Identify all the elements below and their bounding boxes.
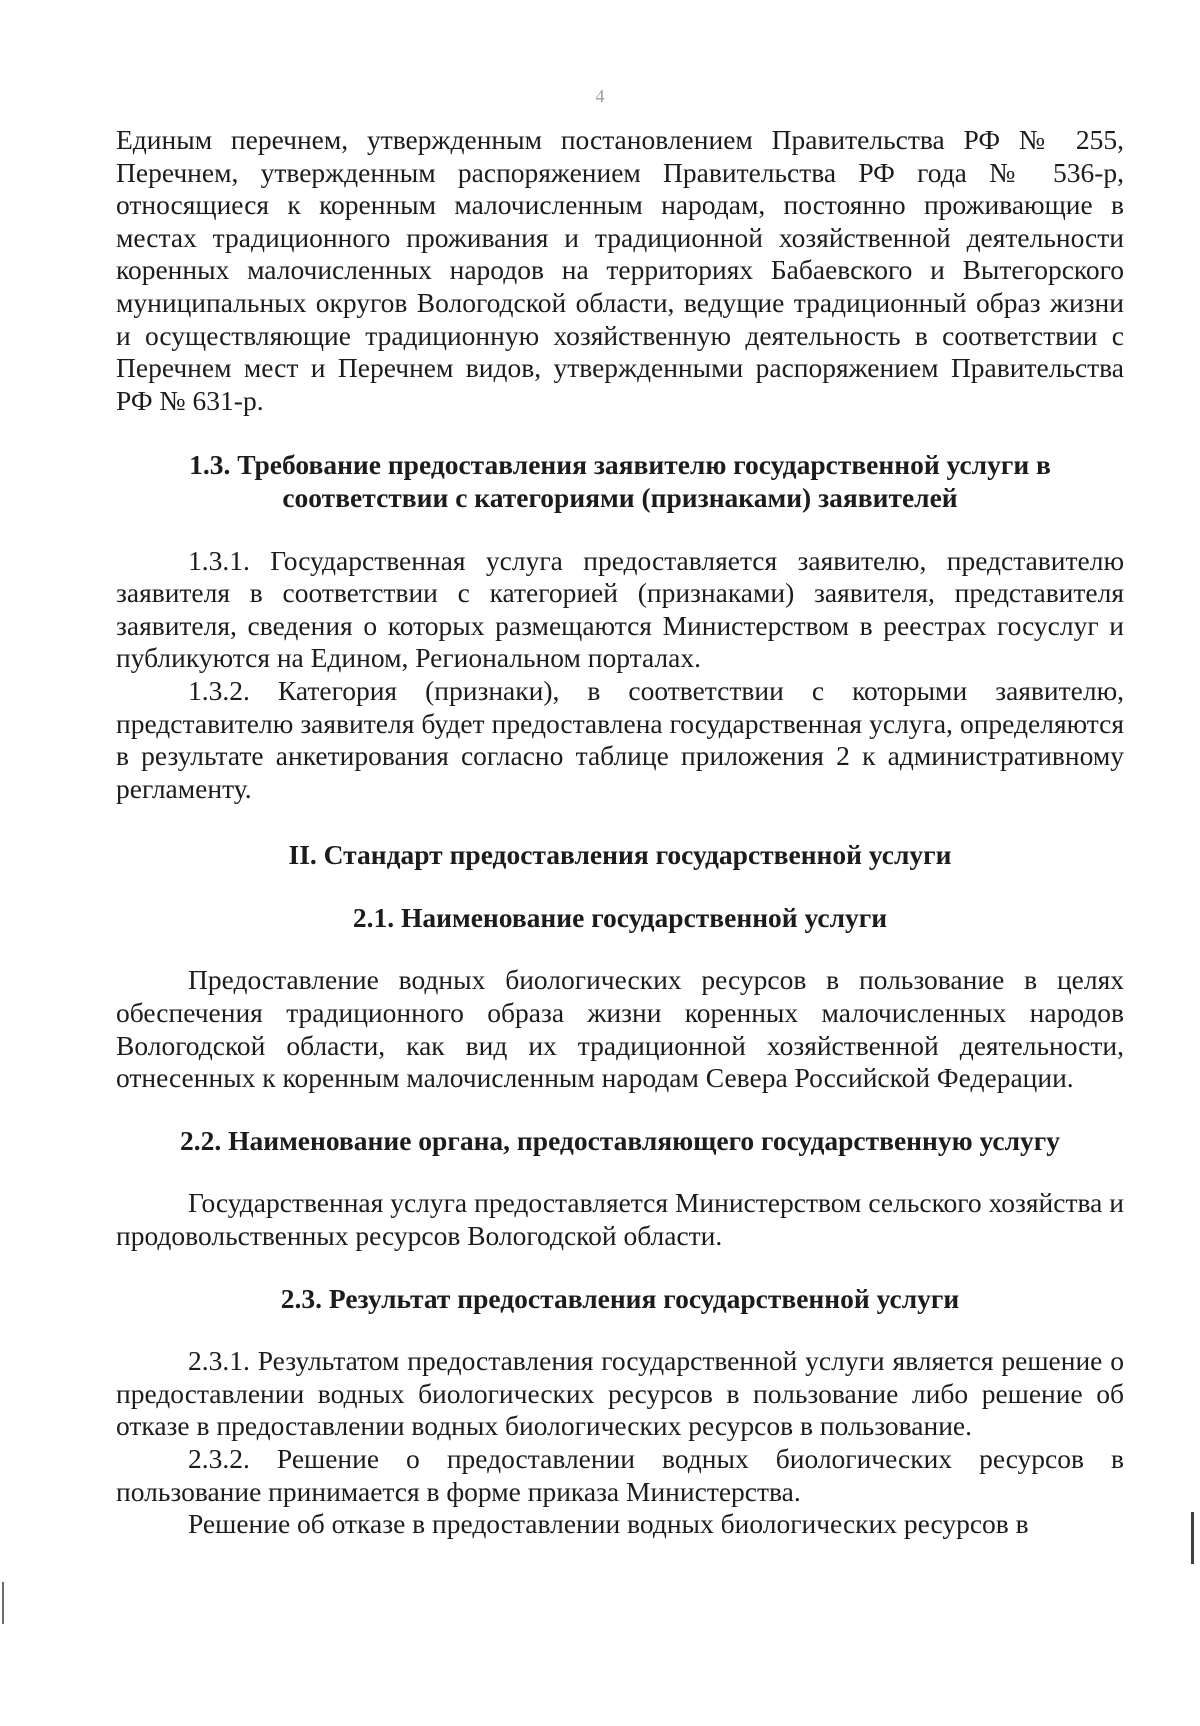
paragraph-1-3-2: 1.3.2. Категория (признаки), в соответствии с которыми заявителю, представителю заявителя будет предоставлена государственная услуга, определяются в результате анкетирования согласно таблице приложения 2 к административному регламенту. [116,674,1124,804]
paragraph-2-2: Государственная услуга предоставляется Министерством сельского хозяйства и продовольственных ресурсов Вологодской области. [116,1187,1124,1252]
paragraph-1-3-1: 1.3.1. Государственная услуга предоставляется заявителю, представителю заявителя в соответствии с категорией (признаками) заявителя, представителя заявителя, сведения о которых размещаются Министерством в реестрах госуслуг и публикуются на Едином, Региональном порталах. [116,544,1124,674]
scan-margin-mark-right [1191,1512,1194,1564]
section-2-1-heading: 2.1. Наименование государственной услуги [352,901,888,933]
intro-paragraph: Единым перечнем, утвержденным постановлением Правительства РФ № 255, Перечнем, утвержденным распоряжением Правительства РФ года № 536-р, относящиеся к коренным малочисленным народам, постоянно проживающие в местах традиционного проживания и традиционной хозяйственной деятельности коренных малочисленных народов на территориях Бабаевского и Вытегорского муниципальных округов Вологодской области, ведущие традиционный образ жизни и осуществляющие традиционную хозяйственную деятельность в соответствии с Перечнем мест и Перечнем видов, утвержденными распоряжением Правительства РФ № 631-р. [116,124,1124,416]
paragraph-2-1: Предоставление водных биологических ресурсов в пользование в целях обеспечения традиционного образа жизни коренных малочисленных народов Вологодской области, как вид их традиционной хозяйственной деятельности, отнесенных к коренным малочисленным народам Севера Российской Федерации. [116,964,1124,1094]
section-2-2-heading: 2.2. Наименование органа, предоставляющего государственную услугу [179,1124,1061,1156]
section-2-3-heading: 2.3. Результат предоставления государственной услуги [280,1282,960,1314]
section-1-3-heading-line-1: 1.3. Требование предоставления заявителю государственной услуги в [189,449,1051,481]
section-1-3-heading-line-2: соответствии с категориями (признаками) заявителей [282,481,958,513]
page-number: 4 [595,86,605,106]
document-body [116,124,1124,1541]
paragraph-2-3-2: 2.3.2. Решение о предоставлении водных биологических ресурсов в пользование принимается в форме приказа Министерства. [116,1443,1124,1507]
section-2-heading: II. Стандарт предоставления государственной услуги [288,839,952,871]
paragraph-2-3-1: 2.3.1. Результатом предоставления государственной услуги является решение о предоставлении водных биологических ресурсов в пользование либо решение об отказе в предоставлении водных биологических ресурсов в пользование. [116,1345,1124,1442]
paragraph-2-3-continuation: Решение об отказе в предоставлении водных биологических ресурсов в [188,1508,1029,1540]
scan-margin-mark-left [2,1582,4,1624]
